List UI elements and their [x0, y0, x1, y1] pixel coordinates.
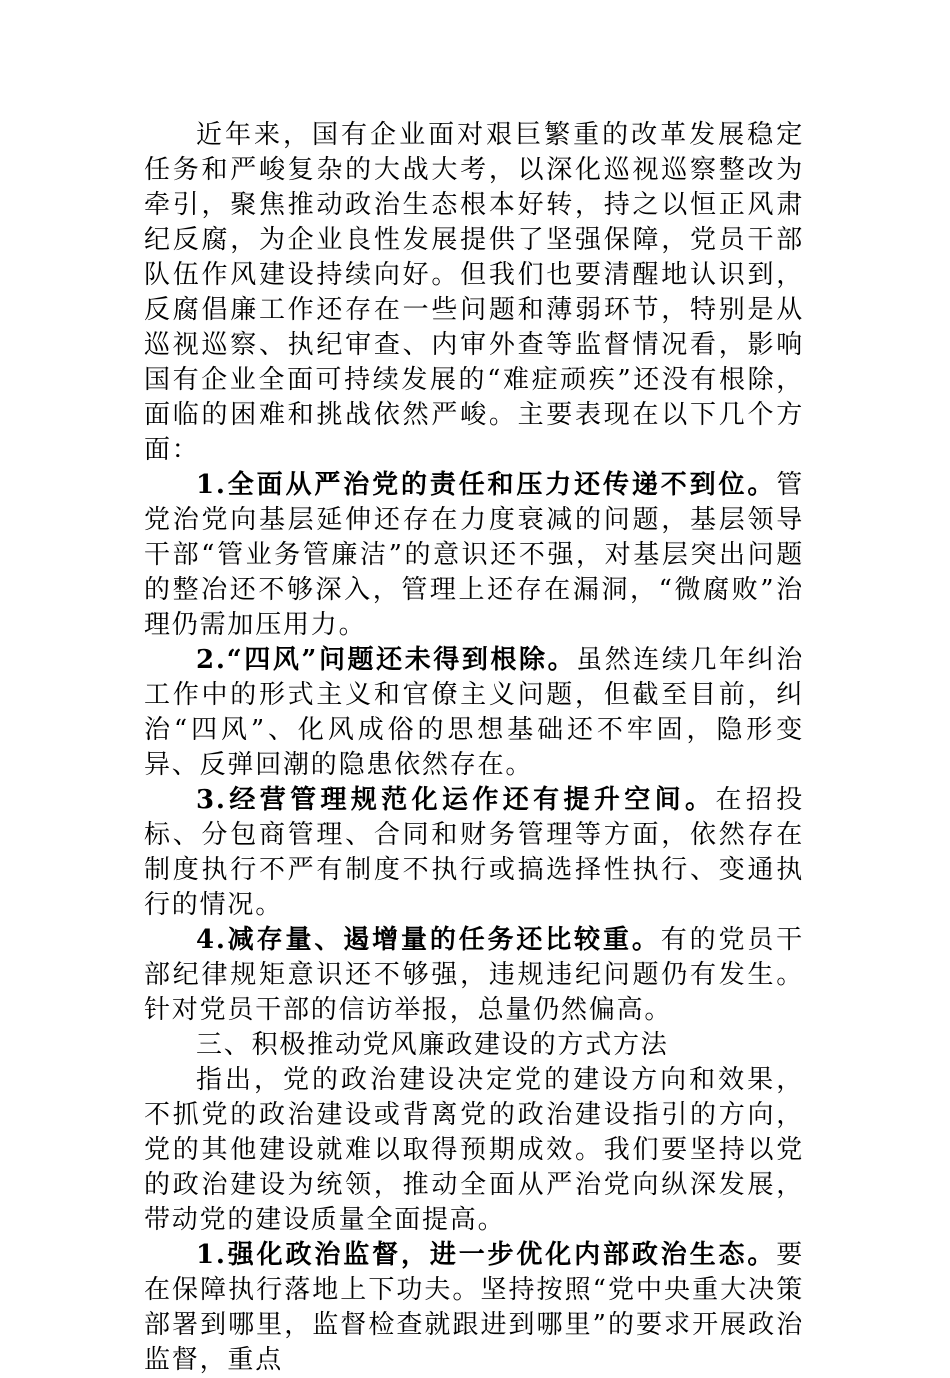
problem-paragraph-3 — [144, 783, 804, 923]
problem-title-1: 1.全面从严治党的责任和压力还传递不到位。 — [196, 470, 777, 500]
measure-text-1: 要在保障执行落地上下功夫。坚持按照“党中央重大决策部署到哪里，监督检查就跟进到哪里”的要求开展政治监督，重点 — [144, 1240, 804, 1375]
problem-paragraph-4 — [144, 923, 804, 1028]
problem-title-2: 2.“四风”问题还未得到根除。 — [196, 645, 577, 675]
section-intro-paragraph: 指出，党的政治建设决定党的建设方向和效果，不抓党的政治建设或背离党的政治建设指引的方向，党的其他建设就难以取得预期成效。我们要坚持以党的政治建设为统领，推动全面从严治党向纵深发展，带动党的建设质量全面提高。 — [144, 1065, 804, 1235]
problem-paragraph-1 — [144, 468, 804, 643]
intro-paragraph: 近年来，国有企业面对艰巨繁重的改革发展稳定任务和严峻复杂的大战大考，以深化巡视巡察整改为牵引，聚焦推动政治生态根本好转，持之以恒正风肃纪反腐，为企业良性发展提供了坚强保障，党员干部队伍作风建设持续向好。但我们也要清醒地认识到，反腐倡廉工作还存在一些问题和薄弱环节，特别是从巡视巡察、执纪审查、内审外查等监督情况看，影响国有企业全面可持续发展的“难症顽疾”还没有根除，面临的困难和挑战依然严峻。主要表现在以下几个方面： — [144, 120, 804, 465]
problem-text-1: 管党治党向基层延伸还存在力度衰减的问题，基层领导干部“管业务管廉洁”的意识还不强，对基层突出问题的整冶还不够深入，管理上还存在漏洞，“微腐败”治理仍需加压用力。 — [144, 470, 804, 640]
problem-text-3: 在招投标、分包商管理、合同和财务管理等方面，依然存在制度执行不严有制度不执行或搞选择性执行、变通执行的情况。 — [144, 785, 805, 920]
section-heading: 三、积极推动党风廉政建设的方式方法 — [196, 1030, 669, 1060]
problem-text-2: 虽然连续几年纠治工作中的形式主义和官僚主义问题，但截至目前，纠治“四风”、化风成俗的思想基础还不牢固，隐形变异、反弹回潮的隐患依然存在。 — [144, 645, 804, 780]
problem-text-4: 有的党员干部纪律规矩意识还不够强，违规违纪问题仍有发生。针对党员干部的信访举报，总量仍然偏高。 — [144, 925, 804, 1025]
measure-paragraph-1 — [144, 1238, 804, 1378]
problem-title-3: 3.经营管理规范化运作还有提升空间。 — [196, 785, 716, 815]
problem-paragraph-2 — [144, 643, 804, 783]
document-page — [144, 118, 804, 1378]
problem-title-4: 4.减存量、遏增量的任务还比较重。 — [196, 925, 661, 955]
measure-title-1: 1.强化政治监督，进一步优化内部政治生态。 — [196, 1240, 777, 1270]
